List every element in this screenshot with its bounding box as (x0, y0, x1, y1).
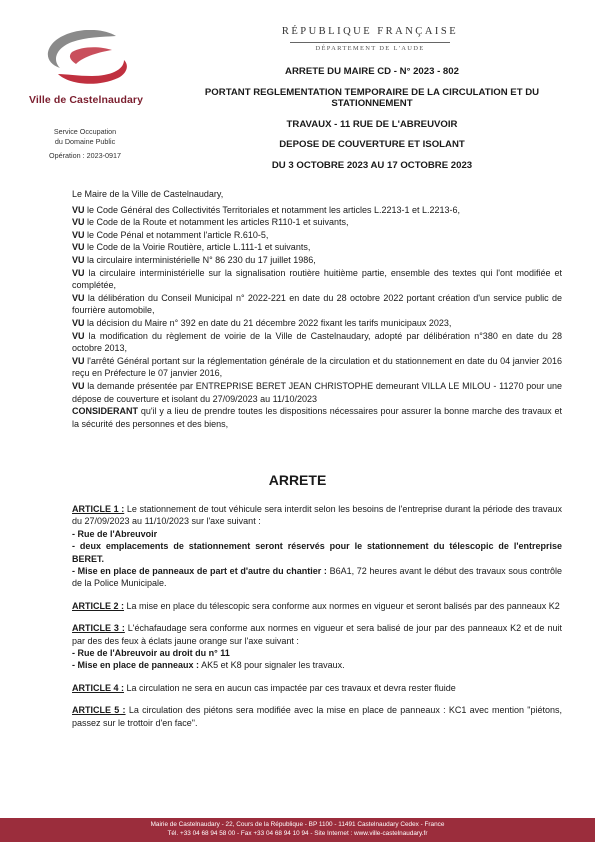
preamble-item: VU la circulaire interministérielle sur la signalisation routière huitième partie, ensemble des textes qui l'ont modifiée et complétée, (72, 267, 562, 291)
preamble-intro: Le Maire de la Ville de Castelnaudary, (72, 189, 224, 199)
preamble-item: VU la délibération du Conseil Municipal n° 2022-221 en date du 28 octobre 2022 portant création d'un service public de fourrière automobile, (72, 292, 562, 316)
service-block (20, 127, 150, 161)
decree-subject-line1: PORTANT REGLEMENTATION TEMPORAIRE DE LA CIRCULATION ET DU (204, 86, 540, 98)
city-name: Ville de Castelnaudary (28, 94, 144, 106)
footer-contact: Tél. +33 04 68 94 58 00 - Fax +33 04 68 94 10 94 - Site Internet : www.ville-castelnaudary.fr (167, 830, 428, 837)
article-5: ARTICLE 5 : La circulation des piétons sera modifiée avec la mise en place de panneaux : KC1 avec mention "piétons, passez sur le trottoir d'en face". (72, 705, 562, 728)
decree-number: ARRETE DU MAIRE CD - N° 2023 - 802 (285, 66, 459, 77)
article-4: ARTICLE 4 : La circulation ne sera en aucun cas impactée par ces travaux et devra rester fluide (72, 682, 456, 693)
preamble-item: VU le Code de la Voirie Routière, article L.111-1 et suivants, (72, 242, 311, 253)
arrete-heading: ARRETE (268, 472, 327, 488)
preamble-item: VU la décision du Maire n° 392 en date du 21 décembre 2022 fixant les tarifs municipaux 2023, (72, 317, 452, 328)
preamble-item: VU la modification du règlement de voirie de la Ville de Castelnaudary, adopté par délibération n°380 en date du 28 octobre 2013, (72, 330, 562, 354)
preamble-item: VU le Code Général des Collectivités Territoriales et notamment les articles L.2213-1 et L.2213-6, (72, 204, 461, 215)
preamble-item: CONSIDERANT qu'il y a lieu de prendre toutes les dispositions nécessaires pour assurer la bonne marche des travaux et la sécurité des personnes et des biens, (72, 406, 562, 429)
department-label: DÉPARTEMENT DE L'AUDE (290, 42, 450, 52)
castelnaudary-logo-icon (38, 30, 134, 92)
preamble-item: VU la circulaire interministérielle N° 86 230 du 17 juillet 1986, (72, 254, 316, 265)
republic-header (170, 26, 570, 55)
service-subname: du Domaine Public (54, 136, 116, 146)
works-location: TRAVAUX - 11 RUE DE L'ABREUVOIR (286, 118, 458, 130)
preamble (72, 188, 562, 430)
works-description: DEPOSE DE COUVERTURE ET ISOLANT (279, 139, 465, 150)
operation-number: Opération : 2023-0917 (49, 151, 121, 160)
articles (72, 503, 562, 739)
article-2: ARTICLE 2 : La mise en place du télescopic sera conforme aux normes en vigueur et seront balisés par des panneaux K2 (72, 600, 560, 611)
decree-title (168, 66, 576, 171)
service-name: Service Occupation (53, 127, 117, 136)
preamble-item: VU le Code Pénal et notamment l'article R.610-5, (72, 229, 269, 240)
preamble-item: VU l'arrêté Général portant sur la réglementation générale de la circulation et du stationnement en date du 04 janvier 2016 reçu en Préfecture le 07 janvier 2016, (72, 355, 562, 379)
preamble-item: VU la demande présentée par ENTREPRISE BERET JEAN CHRISTOPHE demeurant VILLA LE MILOU - 11270 pour une dépose de couverture et isolant du 27/09/2023 au 11/10/2023 (72, 380, 562, 404)
city-logo (26, 30, 146, 112)
decree-subject-line2: STATIONNEMENT (331, 98, 413, 109)
republic-label: RÉPUBLIQUE FRANÇAISE (281, 26, 459, 37)
works-period: DU 3 OCTOBRE 2023 AU 17 OCTOBRE 2023 (271, 159, 473, 171)
article-1: ARTICLE 1 : Le stationnement de tout véhicule sera interdit selon les besoins de l'entreprise durant la période des travaux du 27/09/2023 au 11/10/2023 sur l'axe suivant : - Rue de l'Abreuvoir - deux emplacements de stationnement seront réservés pour le stationnement du télescopic de l'entreprise BERET. - Mise en place de panneaux de part et d'autre du chantier : B6A1, 72 heures avant le début des travaux sous contrôle de la Police Municipale. (72, 504, 562, 589)
article-3: ARTICLE 3 : L'échafaudage sera conforme aux normes en vigueur et sera balisé de jour par des panneaux K2 et de nuit par des des feux à éclats jaune orange sur l'axe suivant : - Rue de l'Abreuvoir au droit du n° 11 - Mise en place de panneaux : AK5 et K8 pour signaler les travaux. (72, 623, 562, 671)
footer (0, 818, 595, 842)
preamble-item: VU le Code de la Route et notamment les articles R110-1 et suivants, (72, 217, 349, 228)
footer-address: Mairie de Castelnaudary - 22, Cours de la République - BP 1100 - 11491 Castelnaudary Cedex - France (150, 821, 445, 828)
